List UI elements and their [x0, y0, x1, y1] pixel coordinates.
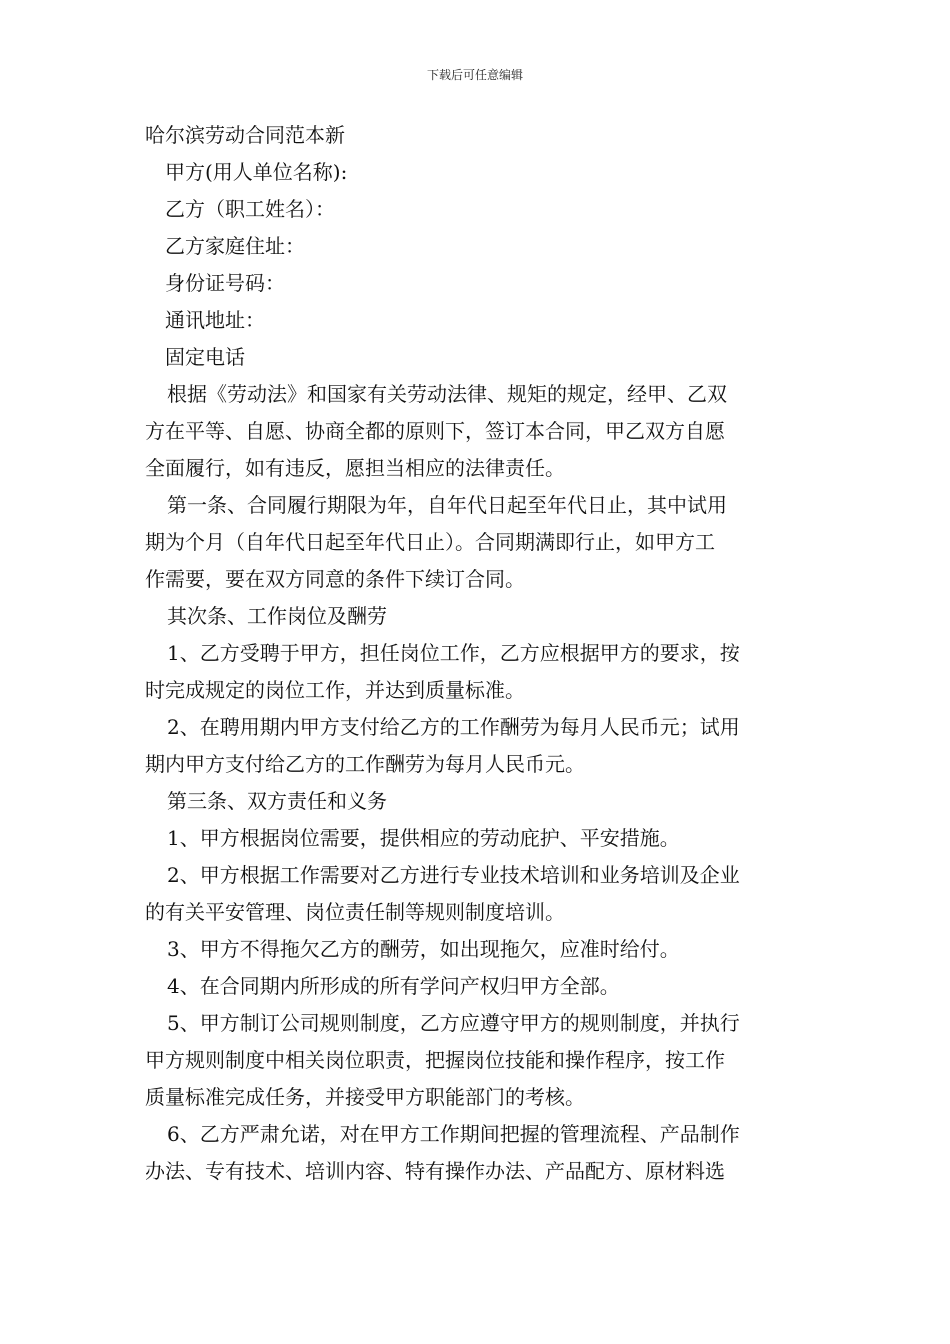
- body-line: 期为个月（自年代日起至年代日止）。合同期满即行止，如甲方工: [145, 530, 715, 554]
- body-line: 2、甲方根据工作需要对乙方进行专业技术培训和业务培训及企业: [167, 863, 740, 887]
- body-line: 1、甲方根据岗位需要，提供相应的劳动庇护、平安措施。: [167, 826, 680, 850]
- body-line: 5、甲方制订公司规则制度，乙方应遵守甲方的规则制度，并执行: [167, 1011, 740, 1035]
- body-line: 作需要，要在双方同意的条件下续订合同。: [145, 567, 525, 591]
- body-line: 期内甲方支付给乙方的工作酬劳为每月人民币元。: [145, 752, 585, 776]
- body-line: 1、乙方受聘于甲方，担任岗位工作，乙方应根据甲方的要求，按: [167, 641, 740, 665]
- field-party-a: 甲方(用人单位名称):: [165, 160, 348, 184]
- body-line: 时完成规定的岗位工作，并达到质量标准。: [145, 678, 525, 702]
- field-home-address: 乙方家庭住址：: [165, 234, 305, 258]
- body-line: 3、甲方不得拖欠乙方的酬劳，如出现拖欠，应准时给付。: [167, 937, 680, 961]
- body-line: 甲方规则制度中相关岗位职责，把握岗位技能和操作程序，按工作: [145, 1048, 725, 1072]
- section-heading: 其次条、工作岗位及酬劳: [167, 604, 387, 628]
- body-line: 2、在聘用期内甲方支付给乙方的工作酬劳为每月人民币元；试用: [167, 715, 740, 739]
- document-title: 哈尔滨劳动合同范本新: [145, 123, 345, 147]
- body-line: 第一条、合同履行期限为年，自年代日起至年代日止，其中试用: [167, 493, 727, 517]
- body-line: 的有关平安管理、岗位责任制等规则制度培训。: [145, 900, 565, 924]
- page-header: 下载后可任意编辑: [426, 68, 523, 82]
- document-body: [145, 117, 809, 1190]
- body-line: 4、在合同期内所形成的所有学问产权归甲方全部。: [167, 974, 620, 998]
- body-line: 方在平等、自愿、协商全都的原则下，签订本合同，甲乙双方自愿: [145, 419, 725, 443]
- body-line: 6、乙方严肃允诺，对在甲方工作期间把握的管理流程、产品制作: [167, 1122, 740, 1146]
- field-party-b: 乙方（职工姓名）：: [165, 197, 335, 221]
- field-id-number: 身份证号码：: [165, 271, 285, 295]
- body-line: 质量标准完成任务，并接受甲方职能部门的考核。: [145, 1085, 585, 1109]
- field-phone: 固定电话: [165, 345, 245, 369]
- body-line: 办法、专有技术、培训内容、特有操作办法、产品配方、原材料选: [145, 1159, 725, 1183]
- body-line: 根据《劳动法》和国家有关劳动法律、规矩的规定，经甲、乙双: [167, 382, 727, 406]
- body-line: 全面履行，如有违反，愿担当相应的法律责任。: [145, 456, 565, 480]
- field-mailing-address: 通讯地址：: [165, 308, 265, 332]
- section-heading: 第三条、双方责任和义务: [167, 789, 387, 813]
